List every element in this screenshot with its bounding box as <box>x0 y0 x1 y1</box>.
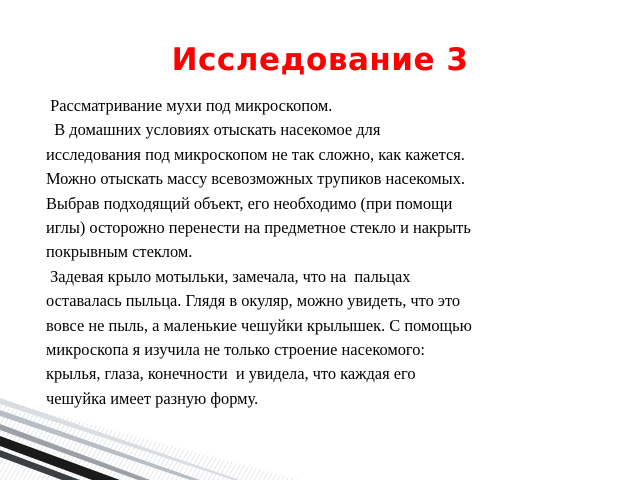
paragraph-1-line-1: Рассматривание мухи под микроскопом. <box>46 96 333 115</box>
paragraph-3-line-1: Задевая крыло мотыльки, замечала, что на пальцах <box>46 266 411 286</box>
paragraph-2-line-1: В домашних условиях отыскать насекомое для <box>46 120 381 140</box>
paragraph-3-line-4: микроскопа я изучила не только строение насекомого: <box>46 339 425 359</box>
paragraph-3-line-3: вовсе не пыль, а маленькие чешуйки крылышек. С помощью <box>46 315 472 335</box>
paragraph-3-line-2: оставалась пыльца. Глядя в окуляр, можно увидеть, что это <box>46 291 461 311</box>
paragraph-2-line-5: иглы) осторожно перенести на предметное стекло и накрыть <box>46 217 471 237</box>
paragraph-2-line-4: Выбрав подходящий объект, его необходимо (при помощи <box>46 193 453 213</box>
paragraph-2-line-6: покрывным стеклом. <box>46 242 193 262</box>
slide-title: Исследование 3 <box>171 42 469 78</box>
slide-body <box>46 94 606 411</box>
paragraph-3-line-5: крылья, глаза, конечности и увидела, что каждая его <box>46 364 416 384</box>
paragraph-3-line-6: чешуйка имеет разную форму. <box>46 388 259 408</box>
paragraph-2-line-3: Можно отыскать массу всевозможных трупиков насекомых. <box>46 169 465 189</box>
paragraph-2-line-2: исследования под микроскопом не так сложно, как кажется. <box>46 144 465 164</box>
